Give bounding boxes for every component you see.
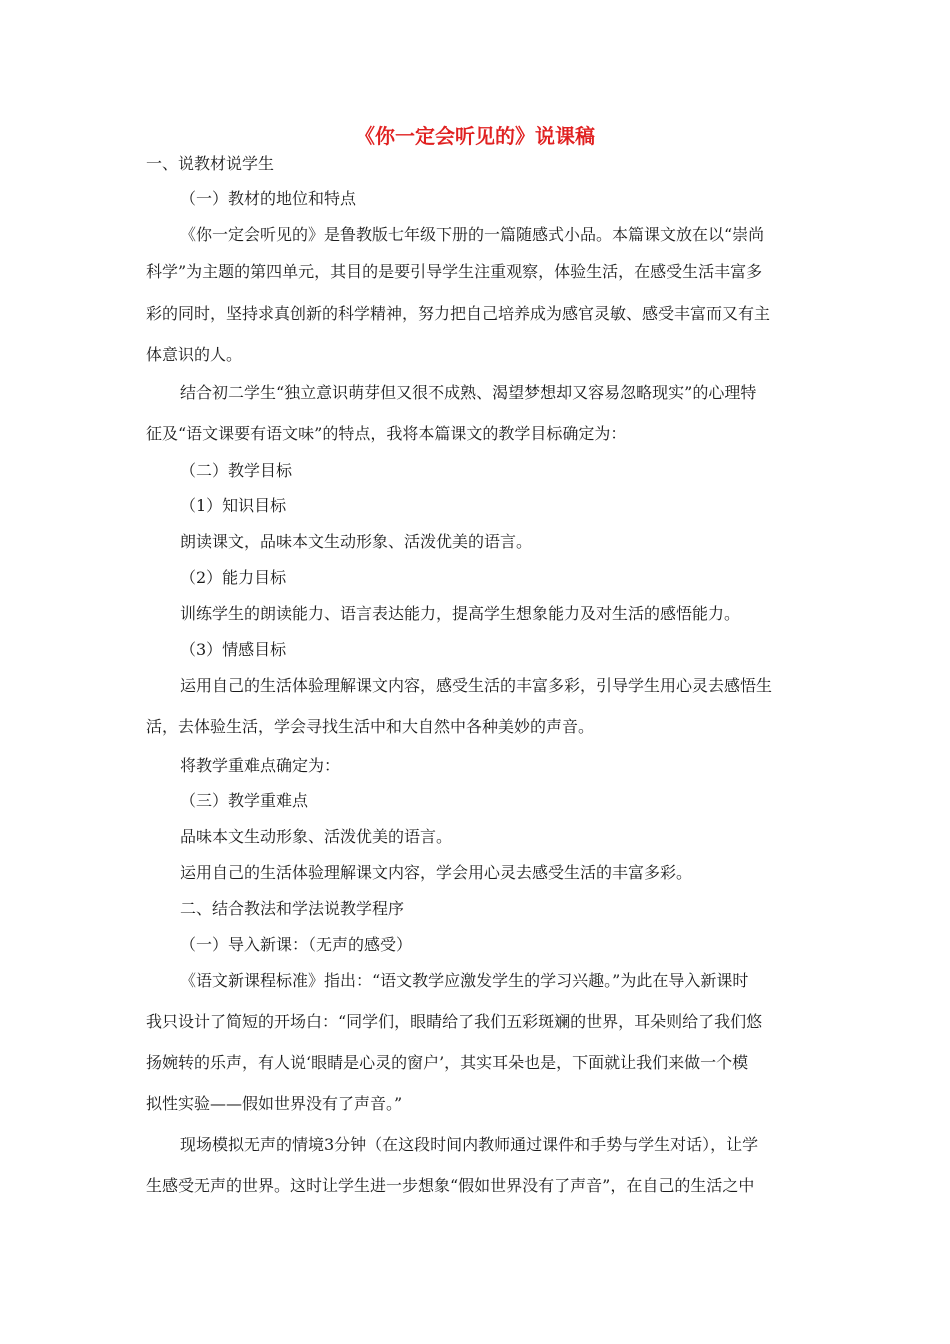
- text-line: 朗读课文，品味本文生动形象、活泼优美的语言。: [180, 532, 533, 551]
- text-line: 科学”为主题的第四单元，其目的是要引导学生注重观察，体验生活，在感受生活丰富多: [146, 262, 763, 281]
- text-line: 将教学重难点确定为：: [180, 756, 341, 775]
- text-line: 征及“语文课要有语文味”的特点，我将本篇课文的教学目标确定为：: [146, 424, 627, 443]
- text-line: 扬婉转的乐声，有人说‘眼睛是心灵的窗户’，其实耳朵也是，下面就让我们来做一个模: [146, 1053, 749, 1072]
- text-line: 运用自己的生活体验理解课文内容，感受生活的丰富多彩，引导学生用心灵去感悟生: [180, 676, 773, 695]
- text-line: 《语文新课程标准》指出：“语文教学应激发学生的学习兴趣。”为此在导入新课时: [180, 971, 749, 990]
- text-line: （2）能力目标: [180, 568, 287, 587]
- text-line: 活，去体验生活，学会寻找生活中和大自然中各种美妙的声音。: [146, 717, 595, 736]
- text-line: 二、结合教法和学法说教学程序: [180, 899, 405, 918]
- text-line: （二）教学目标: [180, 461, 293, 480]
- document-title: 《你一定会听见的》说课稿: [355, 124, 595, 148]
- text-line: 拟性实验——假如世界没有了声音。”: [146, 1094, 403, 1113]
- text-line: 运用自己的生活体验理解课文内容，学会用心灵去感受生活的丰富多彩。: [180, 863, 693, 882]
- text-line: 我只设计了简短的开场白：“同学们，眼睛给了我们五彩斑斓的世界，耳朵则给了我们悠: [146, 1012, 763, 1031]
- text-line: 体意识的人。: [146, 345, 243, 364]
- text-line: 一、说教材说学生: [146, 154, 275, 173]
- text-line: 结合初二学生“独立意识萌芽但又很不成熟、渴望梦想却又容易忽略现实”的心理特: [180, 383, 757, 402]
- text-line: 彩的同时，坚持求真创新的科学精神，努力把自己培养成为感官灵敏、感受丰富而又有主: [146, 304, 771, 323]
- text-line: 生感受无声的世界。这时让学生进一步想象“假如世界没有了声音”，在自己的生活之中: [146, 1176, 755, 1195]
- text-line: 《你一定会听见的》是鲁教版七年级下册的一篇随感式小品。本篇课文放在以“崇尚: [180, 225, 765, 244]
- text-line: （1）知识目标: [180, 496, 287, 515]
- text-line: （一）教材的地位和特点: [180, 189, 357, 208]
- text-line: （一）导入新课：（无声的感受）: [180, 935, 413, 954]
- text-line: 现场模拟无声的情境3分钟（在这段时间内教师通过课件和手势与学生对话），让学: [180, 1135, 759, 1154]
- text-line: （三）教学重难点: [180, 791, 309, 810]
- text-line: 训练学生的朗读能力、语言表达能力，提高学生想象能力及对生活的感悟能力。: [180, 604, 741, 623]
- text-line: （3）情感目标: [180, 640, 287, 659]
- text-line: 品味本文生动形象、活泼优美的语言。: [180, 827, 453, 846]
